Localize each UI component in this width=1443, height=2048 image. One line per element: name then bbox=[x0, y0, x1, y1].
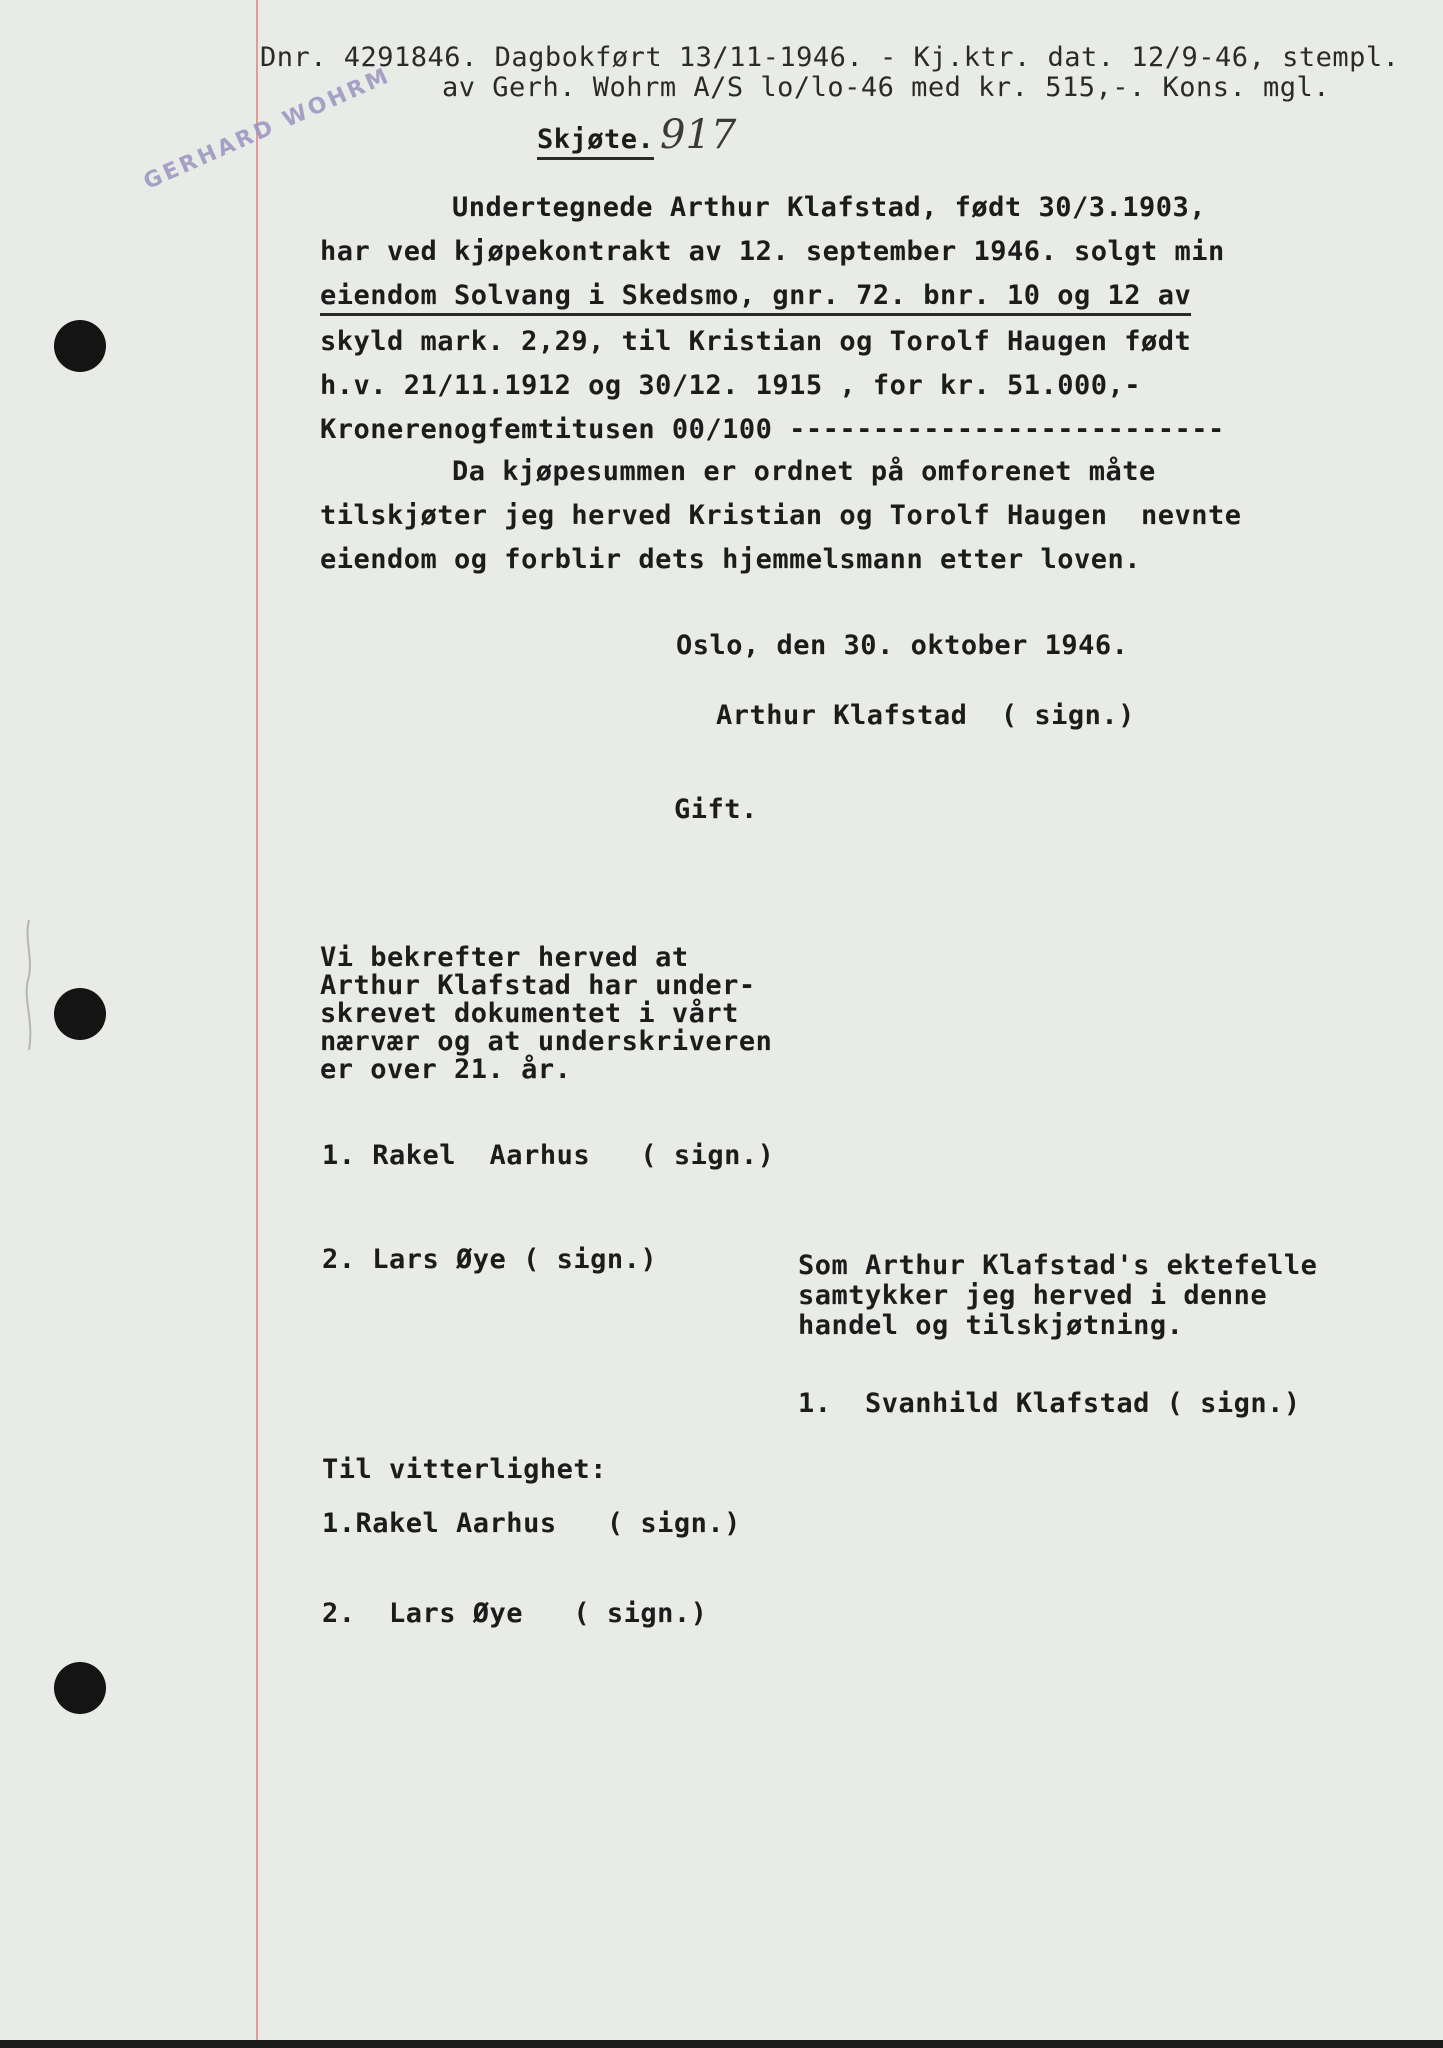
place-date: Oslo, den 30. oktober 1946. bbox=[676, 630, 1129, 661]
witness-confirmation-line: Arthur Klafstad har under- bbox=[320, 970, 756, 1001]
attestation-signature: 2. Lars Øye ( sign.) bbox=[322, 1598, 708, 1629]
body-line: eiendom og forblir dets hjemmelsmann etter loven. bbox=[320, 544, 1142, 575]
witness-confirmation-line: Vi bekrefter herved at bbox=[320, 942, 689, 973]
attestation-signature: 1.Rakel Aarhus ( sign.) bbox=[322, 1508, 741, 1539]
witness-confirmation-line: nærvær og at underskriveren bbox=[320, 1026, 773, 1057]
seller-signature: Arthur Klafstad ( sign.) bbox=[716, 700, 1135, 731]
witness-confirmation-line: er over 21. år. bbox=[320, 1054, 572, 1085]
witness-confirmation-line: skrevet dokumentet i vårt bbox=[320, 998, 739, 1029]
body-line: skyld mark. 2,29, til Kristian og Torolf Haugen født bbox=[320, 326, 1192, 357]
spouse-signature: 1. Svanhild Klafstad ( sign.) bbox=[798, 1388, 1301, 1419]
attestation-title: Til vitterlighet: bbox=[322, 1454, 607, 1485]
spouse-consent-line: Som Arthur Klafstad's ektefelle bbox=[798, 1250, 1318, 1281]
red-margin-line bbox=[256, 0, 258, 2040]
document-title: Skjøte. bbox=[537, 124, 654, 160]
punch-hole bbox=[54, 988, 106, 1040]
punch-hole bbox=[54, 1662, 106, 1714]
body-line: Undertegnede Arthur Klafstad, født 30/3.1903, bbox=[452, 192, 1206, 223]
body-line: har ved kjøpekontrakt av 12. september 1946. solgt min bbox=[320, 236, 1225, 267]
body-line: h.v. 21/11.1912 og 30/12. 1915 , for kr. 51.000,- bbox=[320, 370, 1142, 401]
registry-header-line: av Gerh. Wohrm A/S lo/lo-46 med kr. 515,-. Kons. mgl. bbox=[442, 72, 1331, 103]
marital-status: Gift. bbox=[674, 794, 758, 825]
body-line: Kronerenogfemtitusen 00/100 -------------------------- bbox=[320, 414, 1225, 445]
punch-hole bbox=[54, 320, 106, 372]
handwritten-number: 917 bbox=[660, 112, 737, 158]
margin-scribble bbox=[22, 920, 36, 1050]
spouse-consent-line: handel og tilskjøtning. bbox=[798, 1310, 1184, 1341]
witness-signature: 2. Lars Øye ( sign.) bbox=[322, 1244, 658, 1275]
body-line: Da kjøpesummen er ordnet på omforenet måte bbox=[452, 456, 1156, 487]
company-stamp: GERHARD WOHRM bbox=[140, 63, 395, 195]
body-line-property: eiendom Solvang i Skedsmo, gnr. 72. bnr. 10 og 12 av bbox=[320, 280, 1191, 316]
registry-header-line: Dnr. 4291846. Dagbokført 13/11-1946. - Kj.ktr. dat. 12/9-46, stempl. bbox=[260, 42, 1400, 73]
body-line: tilskjøter jeg herved Kristian og Torolf Haugen nevnte bbox=[320, 500, 1242, 531]
witness-signature: 1. Rakel Aarhus ( sign.) bbox=[322, 1140, 775, 1171]
spouse-consent-line: samtykker jeg herved i denne bbox=[798, 1280, 1268, 1311]
